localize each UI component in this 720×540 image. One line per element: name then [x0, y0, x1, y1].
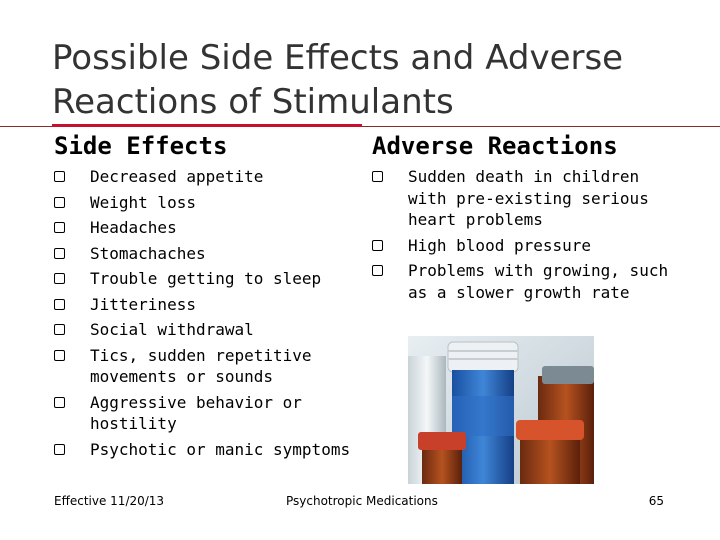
list-item-text: High blood pressure: [408, 235, 592, 255]
list-item: [54, 166, 354, 188]
bullet-icon: [54, 324, 65, 335]
list-item-text: Decreased appetite: [90, 167, 264, 186]
bullet-icon: [54, 299, 65, 310]
adverse-reactions-list: [372, 166, 672, 307]
list-item-text: Tics, sudden repetitive movements or sounds: [90, 345, 312, 386]
page-number: 65: [648, 494, 664, 508]
bullet-icon: [54, 273, 65, 284]
list-item: [372, 260, 672, 303]
bullet-icon: [372, 171, 383, 182]
bullet-icon: [54, 248, 65, 259]
list-item: [54, 192, 354, 214]
bullet-icon: [54, 222, 65, 233]
list-item-text: Headaches: [90, 218, 177, 237]
list-item: [54, 243, 354, 265]
list-item-text: Aggressive behavior or hostility: [90, 392, 302, 433]
list-item: [54, 319, 354, 341]
bullet-icon: [54, 397, 65, 408]
list-item: [54, 392, 354, 435]
side-effects-list: [54, 166, 354, 464]
list-item-text: Problems with growing, such as a slower growth rate: [408, 261, 669, 302]
bullet-icon: [372, 240, 383, 251]
list-item: [372, 166, 672, 231]
list-item-text: Social withdrawal: [90, 320, 254, 339]
bullet-icon: [54, 197, 65, 208]
list-item-text: Stomachaches: [90, 243, 206, 263]
list-item: [54, 439, 354, 461]
bullet-icon: [54, 171, 65, 182]
pill-bottles-photo: [408, 336, 594, 484]
bullet-icon: [372, 265, 383, 276]
footer-title: Psychotropic Medications: [286, 494, 438, 508]
title-divider-accent: [52, 124, 362, 127]
list-item: [54, 345, 354, 388]
list-item: [54, 217, 354, 239]
bullet-icon: [54, 444, 65, 455]
adverse-reactions-heading: Adverse Reactions: [372, 132, 618, 160]
pill-bottles-illustration: [408, 336, 594, 484]
list-item-text: Sudden death in children with pre-existing serious heart problems: [408, 167, 649, 229]
side-effects-heading: Side Effects: [54, 132, 228, 160]
list-item: [54, 268, 354, 290]
list-item-text: Psychotic or manic symptoms: [90, 439, 351, 459]
slide-title: Possible Side Effects and Adverse Reactions of Stimulants: [52, 38, 624, 122]
list-item-text: Trouble getting to sleep: [90, 269, 322, 288]
list-item: [372, 235, 672, 257]
footer-date: Effective 11/20/13: [54, 494, 165, 508]
bullet-icon: [54, 350, 65, 361]
list-item: [54, 294, 354, 316]
list-item-text: Jitteriness: [90, 294, 196, 314]
list-item-text: Weight loss: [90, 192, 196, 212]
